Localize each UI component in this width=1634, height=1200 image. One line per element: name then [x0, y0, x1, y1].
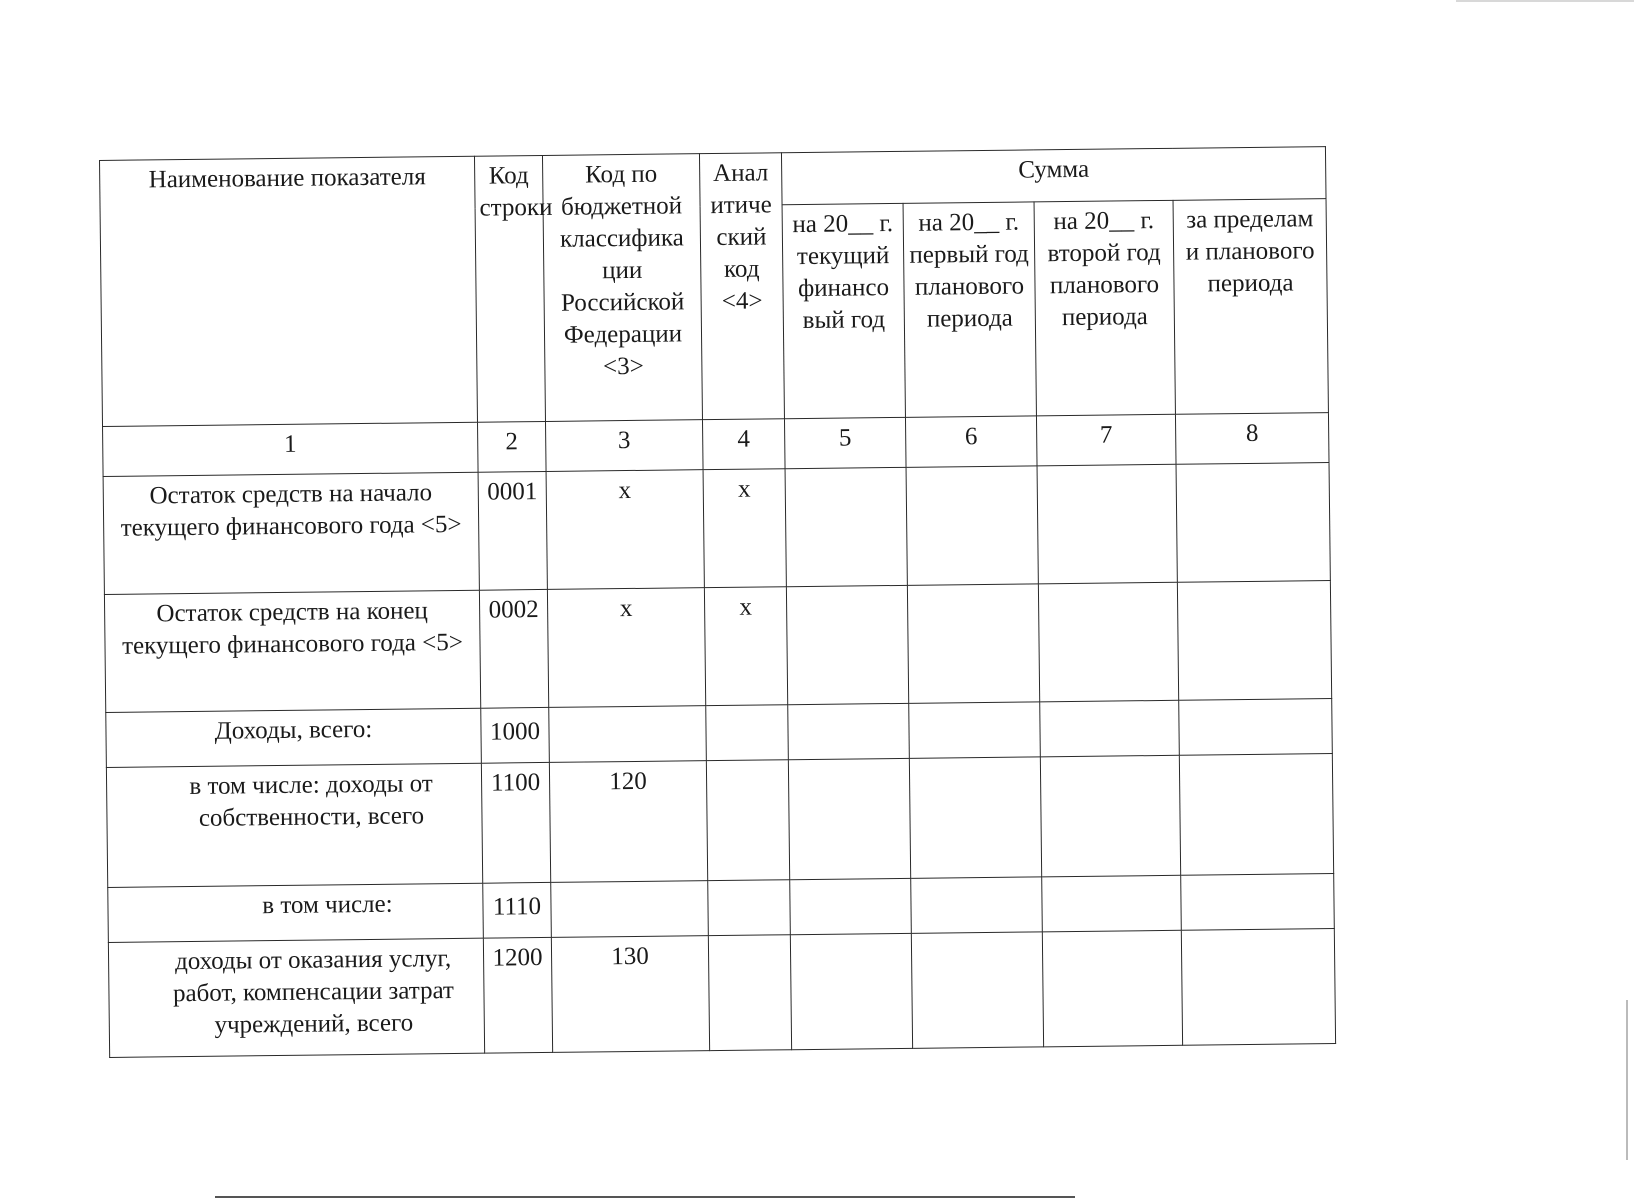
column-number: 3 — [545, 420, 703, 472]
row-sum-second — [1040, 755, 1180, 877]
row-name: Доходы, всего: — [106, 708, 482, 767]
column-number: 8 — [1175, 413, 1329, 465]
table-row — [104, 581, 1331, 713]
page-bottom-rule — [215, 1196, 1075, 1198]
row-name: доходы от оказания услуг, работ, компенсации затрат учреждений, всего — [108, 938, 484, 1057]
table-row — [103, 463, 1330, 595]
row-name: в том числе: доходы от собственности, всего — [106, 763, 482, 887]
row-code: 0001 — [478, 471, 547, 590]
header-analytic-code: Анал итиче ский код <4> — [699, 153, 784, 420]
row-sum-current — [786, 585, 908, 704]
header-sum-current-year: на 20__ г. текущий финансо вый год — [782, 203, 905, 418]
row-sum-beyond — [1181, 929, 1335, 1046]
header-sum-first-plan-year: на 20__ г. первый год планового периода — [903, 202, 1036, 417]
row-sum-first — [906, 466, 1038, 585]
row-sum-beyond — [1176, 463, 1330, 583]
row-sum-first — [911, 932, 1043, 1048]
row-sum-second — [1042, 930, 1182, 1047]
column-number: 2 — [477, 421, 546, 472]
row-analytic-code: x — [703, 469, 786, 588]
row-code: 1200 — [483, 937, 552, 1053]
row-sum-second — [1037, 464, 1177, 584]
row-budget-code — [551, 881, 709, 938]
row-budget-code: x — [546, 470, 704, 590]
row-budget-code: 120 — [549, 761, 707, 883]
column-number: 4 — [702, 419, 785, 470]
row-code: 1100 — [481, 762, 550, 883]
row-code: 0002 — [479, 589, 548, 708]
row-analytic-code — [706, 760, 789, 881]
row-sum-first — [909, 702, 1041, 758]
financial-plan-table — [99, 146, 1336, 1058]
table-row — [108, 929, 1335, 1058]
row-sum-current — [790, 878, 912, 934]
row-analytic-code — [708, 880, 791, 936]
header-row-code: Код строки — [474, 155, 545, 422]
row-analytic-code: x — [704, 587, 787, 706]
row-sum-current — [790, 933, 912, 1049]
row-sum-first — [907, 584, 1039, 703]
scan-edge-top — [1456, 0, 1634, 2]
scan-edge-right — [1626, 1000, 1628, 1160]
row-budget-code — [549, 706, 707, 763]
row-sum-second — [1042, 875, 1182, 932]
row-budget-code: x — [547, 588, 705, 708]
row-name: Остаток средств на конец текущего финансового года <5> — [104, 590, 480, 712]
row-sum-beyond — [1179, 754, 1333, 876]
header-sum-second-plan-year: на 20__ г. второй год планового периода — [1034, 200, 1175, 416]
row-sum-beyond — [1181, 874, 1335, 931]
row-name: в том числе: — [108, 883, 484, 942]
column-number: 5 — [784, 417, 906, 468]
row-sum-first — [909, 757, 1041, 878]
row-analytic-code — [708, 935, 791, 1051]
row-sum-second — [1040, 700, 1180, 757]
row-sum-first — [911, 877, 1043, 933]
row-sum-current — [788, 758, 910, 879]
header-summa: Сумма — [781, 147, 1326, 205]
row-sum-second — [1038, 582, 1178, 702]
column-number: 1 — [103, 422, 479, 476]
column-number: 7 — [1036, 414, 1176, 466]
row-sum-current — [785, 467, 907, 586]
table-row — [106, 754, 1333, 888]
row-sum-beyond — [1177, 581, 1331, 701]
header-sum-beyond-plan: за пределам и планового периода — [1173, 199, 1328, 415]
row-code: 1000 — [481, 707, 550, 763]
report-table-wrapper — [99, 146, 1335, 1058]
row-name: Остаток средств на начало текущего финансового года <5> — [103, 472, 479, 594]
row-code: 1110 — [483, 882, 552, 938]
row-budget-code: 130 — [551, 936, 709, 1053]
header-budget-code: Код по бюджетной классифика ции Российской Федерации <3> — [542, 154, 702, 422]
row-analytic-code — [706, 705, 789, 761]
row-sum-beyond — [1179, 699, 1333, 756]
row-sum-current — [788, 703, 910, 759]
column-number: 6 — [905, 416, 1037, 467]
header-name: Наименование показателя — [100, 156, 478, 426]
